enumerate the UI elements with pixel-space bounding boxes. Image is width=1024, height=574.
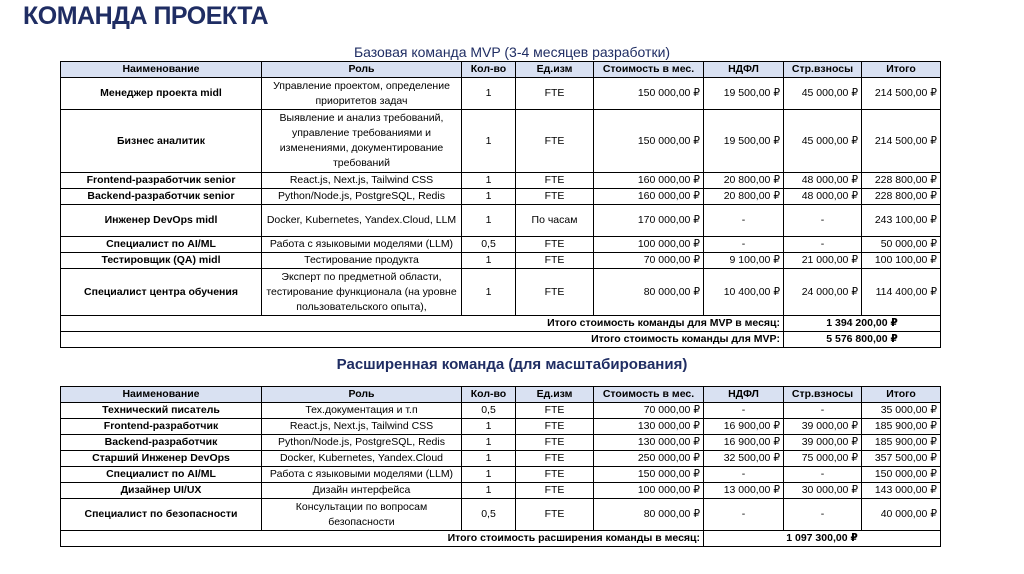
cell-unit: FTE [516,78,594,110]
total-row [61,531,941,547]
cell-qty: 1 [462,205,516,237]
table-row [61,483,941,499]
cell-contrib: 39 000,00 ₽ [784,435,862,451]
cell-cost: 170 000,00 ₽ [594,205,704,237]
cell-name: Технический писатель [61,403,262,419]
header-ndfl: НДФЛ [704,387,784,403]
cell-total: 114 400,00 ₽ [862,269,941,316]
cell-unit: FTE [516,237,594,253]
total-mvp-value: 5 576 800,00 ₽ [784,332,941,348]
cell-total: 100 100,00 ₽ [862,253,941,269]
cell-qty: 0,5 [462,499,516,531]
cell-cost: 150 000,00 ₽ [594,78,704,110]
cell-total: 243 100,00 ₽ [862,205,941,237]
cell-unit: FTE [516,419,594,435]
header-role: Роль [262,387,462,403]
header-qty: Кол-во [462,387,516,403]
cell-total: 214 500,00 ₽ [862,110,941,173]
cell-contrib: - [784,403,862,419]
cell-total: 40 000,00 ₽ [862,499,941,531]
extended-team-table [60,386,941,547]
header-qty: Кол-во [462,62,516,78]
cell-ndfl: 19 500,00 ₽ [704,110,784,173]
cell-ndfl: 16 900,00 ₽ [704,435,784,451]
table-header-row [61,387,941,403]
cell-qty: 1 [462,110,516,173]
cell-qty: 1 [462,78,516,110]
cell-name: Backend-разработчик senior [61,189,262,205]
cell-name: Дизайнер UI/UX [61,483,262,499]
cell-ndfl: 32 500,00 ₽ [704,451,784,467]
table-header-row [61,62,941,78]
cell-name: Тестировщик (QA) midl [61,253,262,269]
cell-cost: 70 000,00 ₽ [594,403,704,419]
cell-ndfl: 10 400,00 ₽ [704,269,784,316]
cell-qty: 1 [462,173,516,189]
cell-qty: 1 [462,253,516,269]
cell-total: 228 800,00 ₽ [862,189,941,205]
cell-total: 185 900,00 ₽ [862,435,941,451]
cell-role: Консультации по вопросам безопасности [262,499,462,531]
table-row [61,419,941,435]
cell-cost: 130 000,00 ₽ [594,419,704,435]
cell-cost: 100 000,00 ₽ [594,483,704,499]
cell-role: Управление проектом, определение приоритетов задач [262,78,462,110]
cell-contrib: - [784,237,862,253]
cell-contrib: 75 000,00 ₽ [784,451,862,467]
table-row [61,403,941,419]
base-team-title: Базовая команда MVP (3-4 месяцев разработки) [353,44,671,60]
cell-contrib: - [784,205,862,237]
cell-contrib: 45 000,00 ₽ [784,110,862,173]
cell-unit: FTE [516,467,594,483]
cell-unit: FTE [516,173,594,189]
cell-name: Frontend-разработчик senior [61,173,262,189]
cell-contrib: - [784,467,862,483]
header-total: Итого [862,62,941,78]
total-extension-value: 1 097 300,00 ₽ [704,531,941,547]
cell-total: 214 500,00 ₽ [862,78,941,110]
cell-ndfl: 9 100,00 ₽ [704,253,784,269]
page-title: КОМАНДА ПРОЕКТА [23,2,269,30]
cell-name: Специалист по AI/ML [61,237,262,253]
cell-total: 50 000,00 ₽ [862,237,941,253]
cell-name: Бизнес аналитик [61,110,262,173]
cell-contrib: 45 000,00 ₽ [784,78,862,110]
total-month-label: Итого стоимость команды для MVP в месяц: [61,316,784,332]
cell-cost: 80 000,00 ₽ [594,499,704,531]
cell-qty: 0,5 [462,403,516,419]
cell-total: 35 000,00 ₽ [862,403,941,419]
cell-total: 143 000,00 ₽ [862,483,941,499]
cell-qty: 1 [462,269,516,316]
cell-cost: 70 000,00 ₽ [594,253,704,269]
cell-cost: 250 000,00 ₽ [594,451,704,467]
header-name: Наименование [61,62,262,78]
cell-contrib: - [784,499,862,531]
cell-ndfl: - [704,467,784,483]
cell-contrib: 21 000,00 ₽ [784,253,862,269]
total-row [61,316,941,332]
header-cost: Стоимость в мес. [594,387,704,403]
table-row [61,435,941,451]
table-row [61,189,941,205]
cell-qty: 1 [462,189,516,205]
cell-role: React.js, Next.js, Tailwind CSS [262,419,462,435]
table-row [61,78,941,110]
cell-role: Дизайн интерфейса [262,483,462,499]
header-cost: Стоимость в мес. [594,62,704,78]
cell-role: Docker, Kubernetes, Yandex.Cloud [262,451,462,467]
cell-unit: FTE [516,499,594,531]
cell-contrib: 39 000,00 ₽ [784,419,862,435]
header-contrib: Стр.взносы [784,62,862,78]
cell-total: 150 000,00 ₽ [862,467,941,483]
cell-qty: 1 [462,435,516,451]
table-row [61,467,941,483]
cell-role: Выявление и анализ требований, управление требованиями и изменениями, документирование требований [262,110,462,173]
cell-unit: FTE [516,483,594,499]
cell-role: Работа с языковыми моделями (LLM) [262,237,462,253]
total-extension-label: Итого стоимость расширения команды в месяц: [61,531,704,547]
cell-ndfl: - [704,403,784,419]
cell-role: Эксперт по предметной области, тестирование функционала (на уровне пользовательского опыта), [262,269,462,316]
header-unit: Ед.изм [516,387,594,403]
cell-name: Специалист по безопасности [61,499,262,531]
header-contrib: Стр.взносы [784,387,862,403]
cell-unit: FTE [516,189,594,205]
cell-role: Работа с языковыми моделями (LLM) [262,467,462,483]
cell-unit: FTE [516,269,594,316]
header-ndfl: НДФЛ [704,62,784,78]
cell-qty: 1 [462,419,516,435]
cell-contrib: 30 000,00 ₽ [784,483,862,499]
extended-team-title: Расширенная команда (для масштабирования) [336,356,688,373]
base-team-table [60,61,941,348]
table-row [61,253,941,269]
cell-name: Менеджер проекта midl [61,78,262,110]
table-row [61,110,941,173]
header-name: Наименование [61,387,262,403]
header-total: Итого [862,387,941,403]
cell-qty: 1 [462,451,516,467]
cell-cost: 160 000,00 ₽ [594,189,704,205]
total-mvp-label: Итого стоимость команды для MVP: [61,332,784,348]
cell-cost: 130 000,00 ₽ [594,435,704,451]
cell-role: Docker, Kubernetes, Yandex.Cloud, LLM [262,205,462,237]
cell-qty: 1 [462,483,516,499]
cell-ndfl: 13 000,00 ₽ [704,483,784,499]
cell-name: Backend-разработчик [61,435,262,451]
cell-total: 357 500,00 ₽ [862,451,941,467]
cell-qty: 1 [462,467,516,483]
cell-contrib: 48 000,00 ₽ [784,173,862,189]
cell-name: Специалист центра обучения [61,269,262,316]
cell-unit: FTE [516,403,594,419]
cell-name: Frontend-разработчик [61,419,262,435]
cell-cost: 100 000,00 ₽ [594,237,704,253]
cell-contrib: 48 000,00 ₽ [784,189,862,205]
cell-role: Python/Node.js, PostgreSQL, Redis [262,435,462,451]
cell-cost: 150 000,00 ₽ [594,467,704,483]
cell-name: Специалист по AI/ML [61,467,262,483]
cell-unit: FTE [516,110,594,173]
table-row [61,269,941,316]
table-row [61,173,941,189]
cell-ndfl: - [704,499,784,531]
cell-unit: FTE [516,253,594,269]
header-unit: Ед.изм [516,62,594,78]
cell-role: Тех.документация и т.п [262,403,462,419]
cell-contrib: 24 000,00 ₽ [784,269,862,316]
cell-role: Python/Node.js, PostgreSQL, Redis [262,189,462,205]
cell-cost: 160 000,00 ₽ [594,173,704,189]
cell-ndfl: 20 800,00 ₽ [704,189,784,205]
cell-ndfl: 20 800,00 ₽ [704,173,784,189]
total-month-value: 1 394 200,00 ₽ [784,316,941,332]
cell-ndfl: - [704,237,784,253]
cell-ndfl: 16 900,00 ₽ [704,419,784,435]
cell-unit: По часам [516,205,594,237]
cell-total: 185 900,00 ₽ [862,419,941,435]
cell-name: Старший Инженер DevOps [61,451,262,467]
cell-total: 228 800,00 ₽ [862,173,941,189]
cell-unit: FTE [516,435,594,451]
table-row [61,451,941,467]
cell-role: Тестирование продукта [262,253,462,269]
table-row [61,237,941,253]
cell-cost: 80 000,00 ₽ [594,269,704,316]
cell-cost: 150 000,00 ₽ [594,110,704,173]
cell-qty: 0,5 [462,237,516,253]
table-row [61,205,941,237]
table-row [61,499,941,531]
cell-unit: FTE [516,451,594,467]
total-row [61,332,941,348]
cell-ndfl: - [704,205,784,237]
header-role: Роль [262,62,462,78]
cell-ndfl: 19 500,00 ₽ [704,78,784,110]
cell-role: React.js, Next.js, Tailwind CSS [262,173,462,189]
cell-name: Инженер DevOps midl [61,205,262,237]
